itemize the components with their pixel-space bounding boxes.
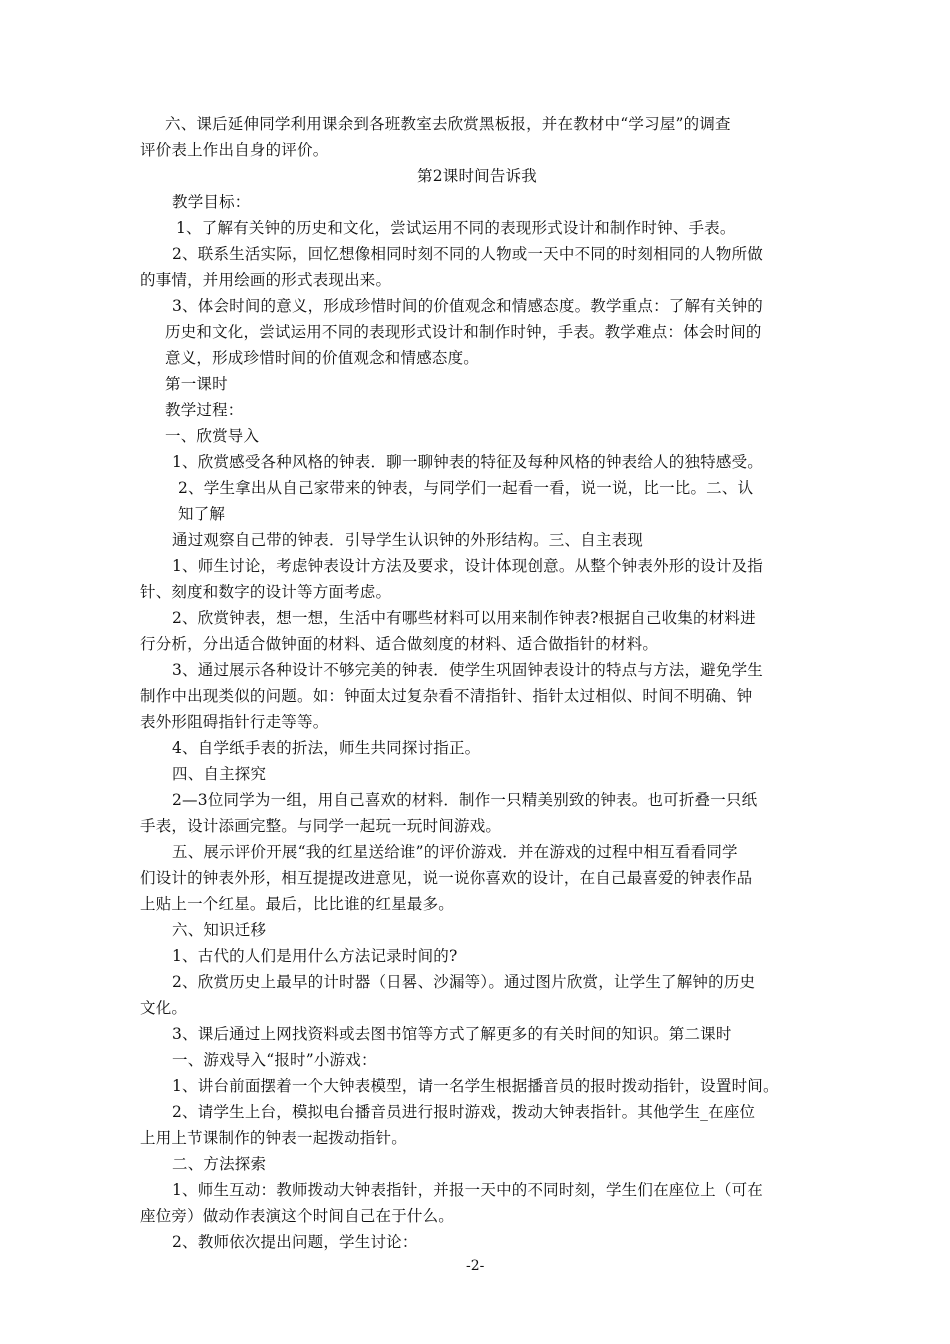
text-line: 上用上节课制作的钟表一起拨动指针。 (140, 1129, 407, 1147)
text-line: 文化。 (140, 999, 188, 1017)
text-line: 2、欣赏历史上最早的计时器（日晷、沙漏等）。通过图片欣赏，让学生了解钟的历史 (172, 973, 756, 991)
text-line: 评价表上作出自身的评价。 (140, 141, 329, 159)
text-line: 2、学生拿出从自己家带来的钟表，与同学们一起看一看，说一说，比一比。二、认 (178, 479, 754, 497)
text-line: 3、课后通过上网找资料或去图书馆等方式了解更多的有关时间的知识。第二课时 (172, 1025, 732, 1043)
text-line: 2、请学生上台，模拟电台播音员进行报时游戏，拨动大钟表指针。其他学生_在座位 (172, 1103, 756, 1121)
text-line: 行分析，分出适合做钟面的材料、适合做刻度的材料、适合做指针的材料。 (140, 635, 659, 653)
text-line: 上贴上一个红星。最后，比比谁的红星最多。 (140, 895, 455, 913)
text-line: 六、知识迁移 (172, 921, 267, 939)
page-number: -2- (466, 1258, 485, 1274)
text-line: 们设计的钟表外形，相互提提改进意见，说一说你喜欢的设计，在自己最喜爱的钟表作品 (140, 869, 753, 887)
text-line: 第一课时 (165, 375, 228, 393)
text-line: 针、刻度和数字的设计等方面考虑。 (140, 583, 392, 601)
text-line: 教学过程： (165, 401, 244, 419)
text-line: 二、方法探索 (172, 1155, 267, 1173)
text-line: 的事情，并用绘画的形式表现出来。 (140, 271, 392, 289)
text-line: 1、古代的人们是用什么方法记录时间的? (172, 947, 458, 965)
text-line: 历史和文化，尝试运用不同的表现形式设计和制作时钟，手表。教学难点：体会时间的 (165, 323, 762, 341)
text-line: 四、自主探究 (172, 765, 267, 783)
text-line: 3、体会时间的意义，形成珍惜时间的价值观念和情感态度。教学重点：了解有关钟的 (172, 297, 763, 315)
text-line: 五、展示评价开展“我的红星送给谁”的评价游戏．并在游戏的过程中相互看看同学 (172, 843, 738, 861)
text-line: 3、通过展示各种设计不够完美的钟表．使学生巩固钟表设计的特点与方法，避免学生 (172, 661, 763, 679)
section-title: 第2课时间告诉我 (417, 167, 537, 185)
text-line: 手表，设计添画完整。与同学一起玩一玩时间游戏。 (140, 817, 502, 835)
text-line: 2—3位同学为一组，用自己喜欢的材料．制作一只精美别致的钟表。也可折叠一只纸 (172, 791, 758, 809)
text-line: 1、讲台前面摆着一个大钟表模型，请一名学生根据播音员的报时拨动指针，设置时间。 (172, 1077, 779, 1095)
text-line: 1、师生互动：教师拨动大钟表指针，并报一天中的不同时刻，学生们在座位上（可在 (172, 1181, 763, 1199)
text-line: 一、欣赏导入 (165, 427, 260, 445)
text-line: 1、师生讨论，考虑钟表设计方法及要求，设计体现创意。从整个钟表外形的设计及指 (172, 557, 763, 575)
text-line: 制作中出现类似的问题。如：钟面太过复杂看不清指针、指针太过相似、时间不明确、钟 (140, 687, 753, 705)
text-line: 知了解 (178, 505, 226, 523)
text-line: 1、欣赏感受各种风格的钟表．聊一聊钟表的特征及每种风格的钟表给人的独特感受。 (172, 453, 763, 471)
text-line: 意义，形成珍惜时间的价值观念和情感态度。 (165, 349, 480, 367)
text-line: 六、课后延伸同学利用课余到各班教室去欣赏黑板报，并在教材中“学习屋”的调查 (165, 115, 731, 133)
text-line: 座位旁）做动作表演这个时间自己在于什么。 (140, 1207, 455, 1225)
text-line: 表外形阻碍指针行走等等。 (140, 713, 329, 731)
text-line: 一、游戏导入“报时”小游戏： (172, 1051, 377, 1069)
text-line: 2、欣赏钟表，想一想，生活中有哪些材料可以用来制作钟表?根据自己收集的材料进 (172, 609, 756, 627)
text-line: 2、联系生活实际，回忆想像相同时刻不同的人物或一天中不同的时刻相同的人物所做 (172, 245, 763, 263)
text-line: 通过观察自己带的钟表．引导学生认识钟的外形结构。三、自主表现 (172, 531, 644, 549)
text-line: 1、了解有关钟的历史和文化，尝试运用不同的表现形式设计和制作时钟、手表。 (176, 219, 736, 237)
text-line: 教学目标： (172, 193, 251, 211)
text-line: 2、教师依次提出问题，学生讨论： (172, 1233, 418, 1251)
text-line: 4、自学纸手表的折法，师生共同探讨指正。 (172, 739, 481, 757)
